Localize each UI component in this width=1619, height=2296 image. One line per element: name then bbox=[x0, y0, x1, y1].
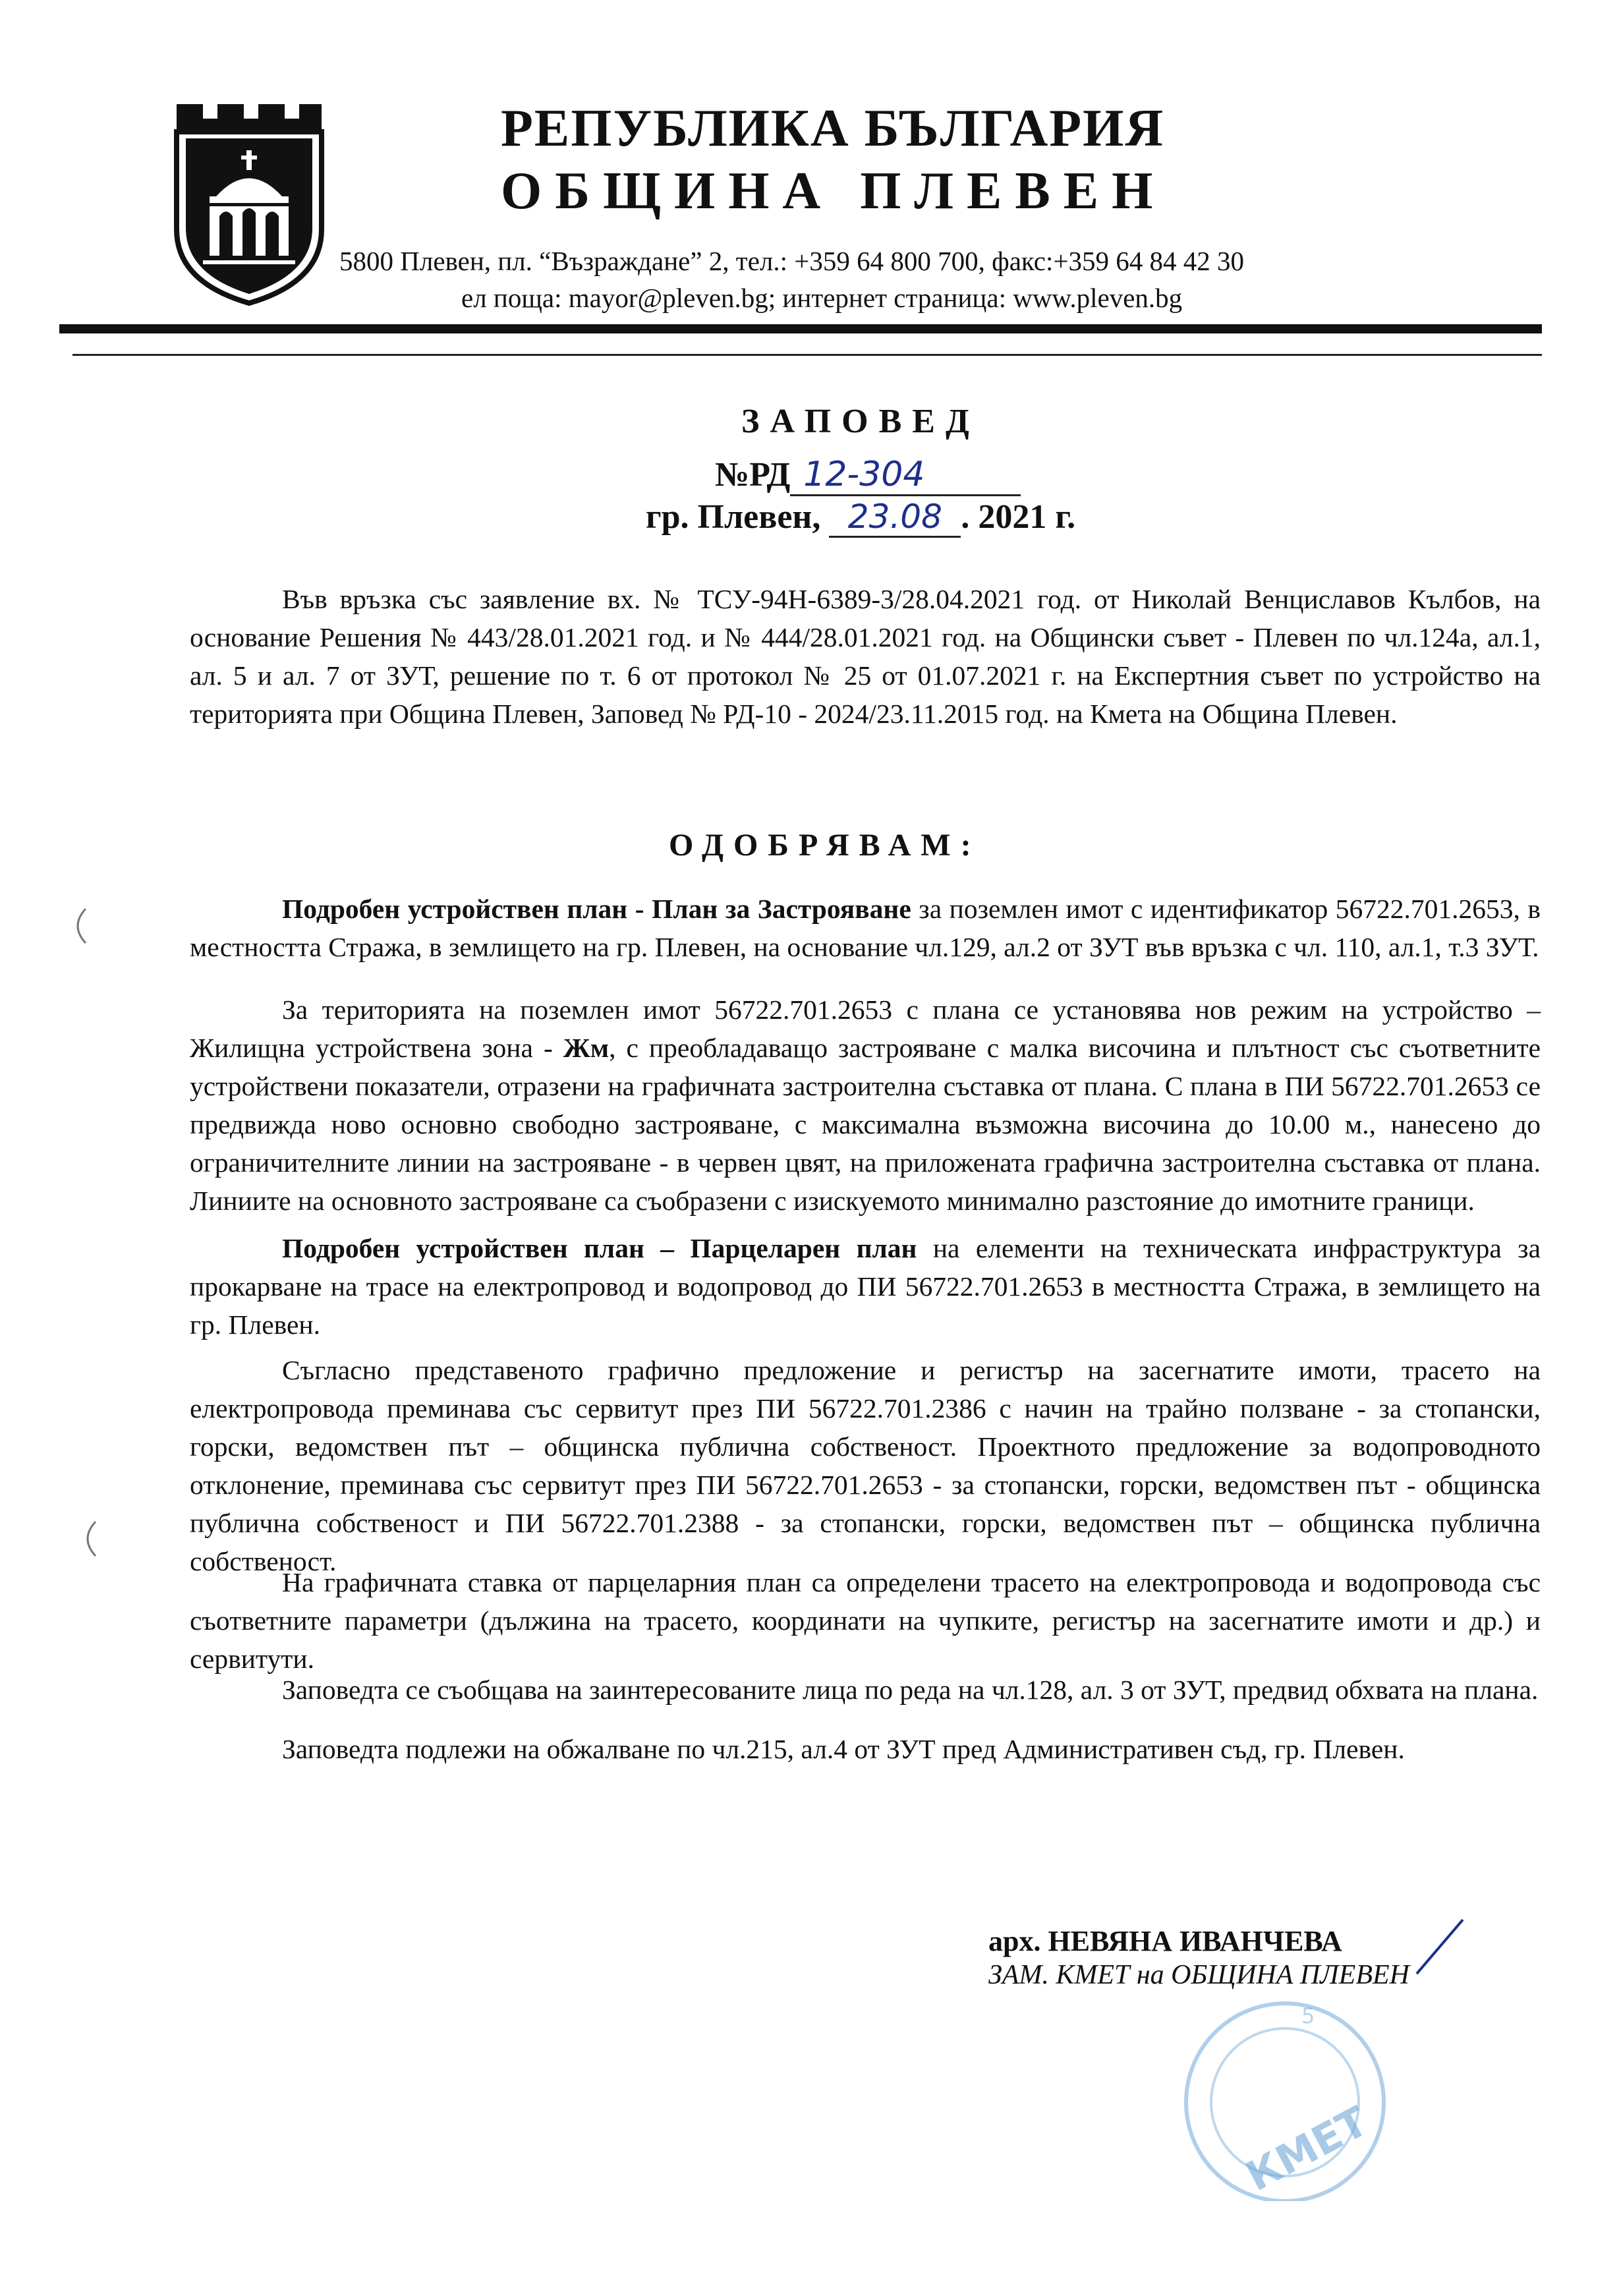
approve-heading: ОДОБРЯВАМ: bbox=[669, 828, 981, 863]
paragraph-parcel-plan bbox=[190, 1229, 1541, 1344]
order-title: ЗАПОВЕД bbox=[741, 403, 980, 440]
paragraph-zoning-text-b: , с преобладаващо застрояване с малка височина и плътност със съответните устройствени показатели, отразени на графичната застроителна съставка от плана. С плана в ПИ 56722.701.2653 се предвижда ново основно свободно застрояване, с максимална възможна височина до 10.00 м., нанесено до ограничителните линии на застрояване - в червен цвят, на приложената графична застроителна съставка от плана. Линиите на основното застрояване са съобразени с изискуемото минимално разстояние до имотните граници. bbox=[190, 1033, 1541, 1216]
paragraph-building-plan bbox=[190, 890, 1541, 966]
paragraph-notification: Заповедта се съобщава на заинтересованите лица по реда на чл.128, ал. 3 от ЗУТ, предвид обхвата на плана. bbox=[282, 1675, 1539, 1705]
paragraph-building-plan-text: за поземлен имот с идентификатор 56722.701.2653, в местността Стража, в землището на гр. Плевен, на основание чл.129, ал.2 от ЗУТ във връзка с чл. 110, ал.1, т.3 ЗУТ. bbox=[190, 894, 1541, 962]
org-name-country: РЕПУБЛИКА БЪЛГАРИЯ bbox=[501, 100, 1165, 158]
header-divider-thin bbox=[72, 354, 1542, 356]
svg-text:КМЕТ: КМЕТ bbox=[1238, 2097, 1376, 2201]
header-divider-thick bbox=[59, 324, 1542, 333]
paragraph-parcel-plan-text: на елементи на техническата инфраструктура за прокарване на трасе на електропровод и водопровод до ПИ 56722.701.2653 в местността Стража, в землището на гр. Плевен. bbox=[190, 1233, 1541, 1340]
order-date-suffix: . 2021 г. bbox=[961, 498, 1076, 536]
signatory-name: арх. НЕВЯНА ИВАНЧЕВА bbox=[988, 1925, 1342, 1957]
order-number-prefix: №РД bbox=[715, 456, 791, 494]
order-place-date bbox=[646, 498, 1075, 538]
punch-hole-mark-icon bbox=[66, 906, 92, 946]
pleven-coat-of-arms-icon bbox=[170, 98, 328, 307]
order-date-prefix: гр. Плевен, bbox=[646, 498, 821, 536]
punch-hole-mark-icon bbox=[76, 1519, 102, 1559]
paragraph-zoning-zone-code: Жм bbox=[563, 1033, 610, 1063]
order-number-handwritten: 12-304 bbox=[790, 455, 1021, 496]
paragraph-zoning-text-a: За територията на поземлен имот 56722.701.2653 с плана се установява нов режим на устройство – Жилищна устройствена зона - bbox=[190, 994, 1541, 1063]
svg-text:5: 5 bbox=[1301, 2003, 1315, 2028]
preamble-paragraph: Във връзка със заявление вх. № ТСУ-94Н-6389-3/28.04.2021 год. от Николай Венциславов Кълбов, на основание Решения № 443/28.01.2021 год. и № 444/28.01.2021 год. на Общински съвет - Плевен по чл.124а, ал.1, ал. 5 и ал. 7 от ЗУТ, решение по т. 6 от протокол № 25 от 01.07.2021 г. на Експертния съвет по устройство на територията при Община Плевен, Заповед № РД-10 - 2024/23.11.2015 год. на Кмета на Община Плевен. bbox=[190, 584, 1541, 729]
paragraph-servitudes: Съгласно представеното графично предложение и регистър на засегнатите имоти, трасето на електропровода преминава със сервитут през ПИ 56722.701.2386 с начин на трайно ползване - за стопански, горски, ведомствен път – общинска публична собственост. Проектното предложение за водопроводното отклонение, преминава със сервитут през ПИ 56722.701.2653 - за стопански, горски, ведомствен път - общинска публична собственост и ПИ 56722.701.2388 - за стопански, горски, ведомствен път – общинска публична собственост. bbox=[190, 1355, 1541, 1576]
paragraph-appeal: Заповедта подлежи на обжалване по чл.215, ал.4 от ЗУТ пред Административен съд, гр. Плевен. bbox=[282, 1734, 1405, 1764]
order-date-handwritten: 23.08 bbox=[829, 498, 961, 538]
contact-address-phone: 5800 Плевен, пл. “Възраждане” 2, тел.: +359 64 800 700, факс:+359 64 84 42 30 bbox=[339, 246, 1244, 276]
paragraph-building-plan-title: Подробен устройствен план - План за Застрояване bbox=[282, 894, 911, 924]
contact-email-web: ел поща: mayor@pleven.bg; интернет страница: www.pleven.bg bbox=[461, 283, 1183, 313]
order-number bbox=[715, 455, 1021, 496]
signature-stroke-icon bbox=[1410, 1914, 1469, 1977]
paragraph-zoning-regime bbox=[190, 990, 1541, 1220]
official-stamp-icon bbox=[1133, 1964, 1410, 2201]
paragraph-parcel-plan-title: Подробен устройствен план – Парцеларен план bbox=[282, 1233, 917, 1263]
org-name-municipality: ОБЩИНА ПЛЕВЕН bbox=[501, 162, 1166, 220]
paragraph-graphic-part: На графичната ставка от парцеларния план са определени трасето на електропровода и водопровода със съответните параметри (дължина на трасето, координати на чупките, регистър на засегнатите имоти и др.) и сервитути. bbox=[190, 1567, 1541, 1674]
signatory-title: ЗАМ. КМЕТ на ОБЩИНА ПЛЕВЕН bbox=[988, 1960, 1409, 1990]
